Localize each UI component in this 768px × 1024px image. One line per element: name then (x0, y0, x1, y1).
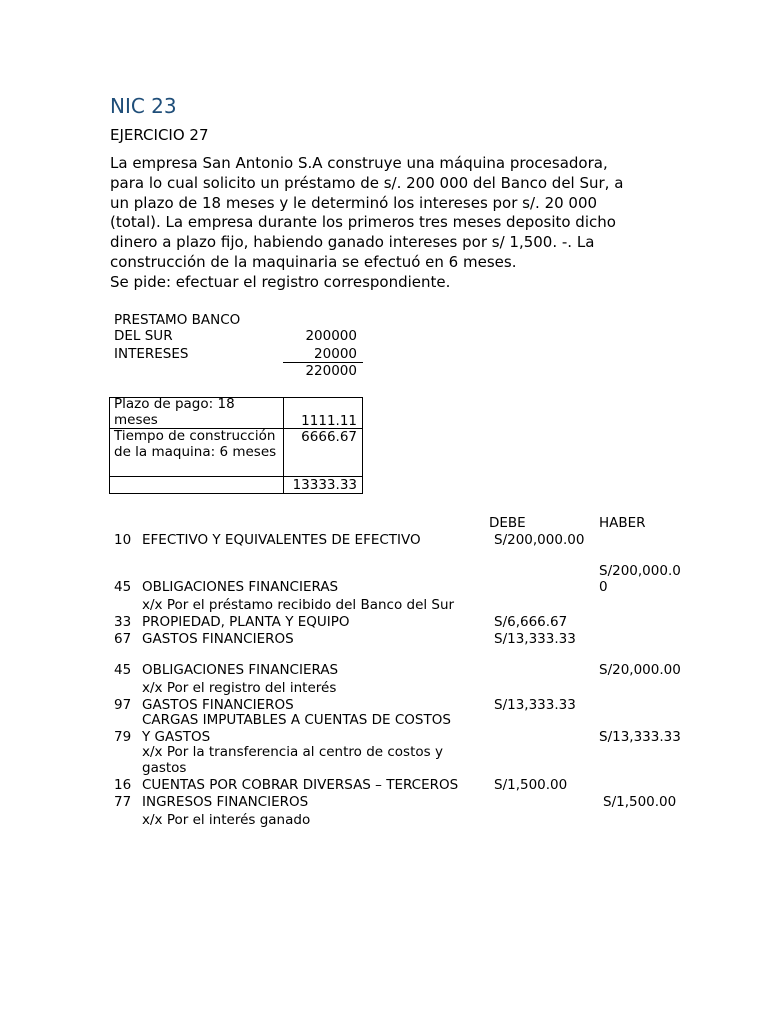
total-value: 220000 (305, 363, 357, 379)
entry-note: x/x Por el registro del interés (142, 680, 337, 696)
account-name: OBLIGACIONES FINANCIERAS (142, 579, 339, 595)
haber-amount: S/13,333.33 (599, 729, 681, 745)
calc-row3-value: 13333.33 (292, 477, 357, 493)
account-name: GASTOS FINANCIEROS (142, 697, 294, 713)
debe-amount: S/13,333.33 (494, 697, 576, 713)
account-code: 45 (114, 579, 132, 595)
account-name-line1: CARGAS IMPUTABLES A CUENTAS DE COSTOS (142, 712, 451, 728)
calc-row2-label: Tiempo de construcción de la maquina: 6 meses (114, 428, 277, 460)
account-code: 79 (114, 729, 132, 745)
account-code: 77 (114, 794, 132, 810)
account-code: 33 (114, 614, 132, 630)
account-name: GASTOS FINANCIEROS (142, 631, 294, 647)
paragraph-line: (total). La empresa durante los primeros tres meses deposito dicho (110, 213, 616, 232)
loan-label-line2: DEL SUR (114, 328, 173, 344)
calc-row1-label: Plazo de pago: 18 meses (114, 396, 235, 428)
document-title: NIC 23 (110, 94, 177, 118)
paragraph-line: La empresa San Antonio S.A construye una máquina procesadora, (110, 154, 608, 172)
interest-label: INTERESES (114, 346, 189, 362)
account-code: 67 (114, 631, 132, 647)
exercise-subtitle: EJERCICIO 27 (110, 126, 209, 144)
account-name: OBLIGACIONES FINANCIERAS (142, 662, 339, 678)
entry-note-wrap: gastos (142, 760, 187, 776)
interest-value: 20000 (314, 346, 357, 362)
account-name: INGRESOS FINANCIEROS (142, 794, 309, 810)
account-code: 97 (114, 697, 132, 713)
account-name: EFECTIVO Y EQUIVALENTES DE EFECTIVO (142, 532, 421, 548)
calc-row1-value: 1111.11 (301, 413, 357, 429)
account-code: 16 (114, 777, 132, 793)
debe-header: DEBE (489, 515, 526, 531)
haber-amount: S/200,000.0 (599, 563, 681, 579)
paragraph-line: construcción de la maquinaria se efectuó en 6 meses. (110, 252, 517, 271)
paragraph-line: Se pide: efectuar el registro correspondiente. (110, 272, 451, 291)
entry-note: x/x Por el interés ganado (142, 812, 311, 828)
paragraph-line: para lo cual solicito un préstamo de s/. 200 000 del Banco del Sur, a (110, 173, 624, 192)
debe-amount: S/13,333.33 (494, 631, 576, 647)
entry-note: x/x Por la transferencia al centro de costos y (142, 744, 443, 760)
paragraph-line: dinero a plazo fijo, habiendo ganado intereses por s/ 1,500. -. La (110, 233, 595, 252)
account-code: 10 (114, 532, 132, 548)
account-code: 45 (114, 662, 132, 678)
account-name: CUENTAS POR COBRAR DIVERSAS – TERCEROS (142, 777, 459, 793)
haber-amount-wrap: 0 (599, 579, 608, 595)
debe-amount: S/200,000.00 (494, 532, 585, 548)
paragraph-line: un plazo de 18 meses y le determinó los intereses por s/. 20 000 (110, 193, 598, 212)
entry-note: x/x Por el préstamo recibido del Banco del Sur (142, 597, 455, 613)
haber-amount: S/1,500.00 (603, 794, 677, 810)
account-name: Y GASTOS (142, 729, 211, 745)
account-name: PROPIEDAD, PLANTA Y EQUIPO (142, 614, 350, 630)
haber-amount: S/20,000.00 (599, 662, 681, 678)
debe-amount: S/1,500.00 (494, 777, 568, 793)
loan-value: 200000 (305, 328, 357, 344)
calc-row2-value: 6666.67 (301, 429, 357, 445)
problem-statement (110, 154, 670, 293)
loan-label-line1: PRESTAMO BANCO (114, 312, 241, 328)
debe-amount: S/6,666.67 (494, 614, 568, 630)
haber-header: HABER (599, 515, 646, 531)
